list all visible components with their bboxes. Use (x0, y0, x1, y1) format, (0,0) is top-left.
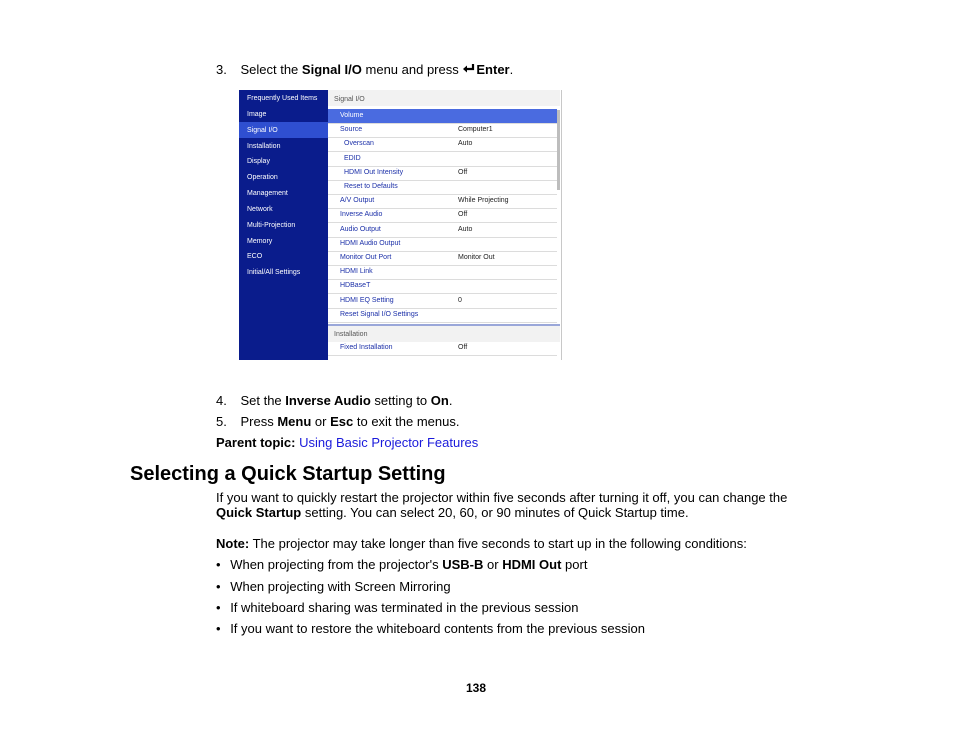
menu-row (328, 152, 557, 167)
projector-menu-screenshot (239, 90, 562, 360)
step-text: Press (240, 414, 274, 429)
menu-row-value: Off (458, 168, 468, 176)
menu-row (328, 180, 557, 195)
menu-left-item: Image (247, 111, 267, 118)
bullet-text: When projecting from the projector's (230, 557, 439, 572)
menu-row (328, 308, 557, 323)
step-text: setting to (374, 393, 428, 408)
menu-row (328, 265, 557, 280)
menu-row (328, 194, 557, 209)
menu-row-label: Reset to Defaults (344, 183, 398, 190)
menu-left-item: Installation (247, 143, 281, 150)
paragraph-line: If you want to quickly restart the projector within five seconds after turning it off, you can change the (216, 490, 788, 505)
paragraph-bold: Quick Startup (216, 505, 302, 520)
menu-left-item: Operation (247, 174, 278, 181)
menu-row-value: Computer1 (458, 126, 493, 134)
bullet-icon: • (216, 557, 221, 572)
bullet-text: or (487, 557, 499, 572)
menu-left-item: Signal I/O (247, 127, 278, 134)
menu-row-value: Auto (458, 225, 473, 233)
note-text: The projector may take longer than five seconds to start up in the following conditions: (252, 536, 747, 551)
scrollbar (557, 110, 560, 190)
step-number: 4. (216, 393, 227, 408)
menu-left-item: Frequently Used Items (247, 95, 318, 102)
menu-row-label: EDID (344, 154, 361, 162)
bullet-bold: USB-B (442, 557, 484, 572)
menu-row-value: Off (458, 344, 468, 351)
step-bold: Esc (330, 414, 354, 429)
menu-right-panel (328, 90, 560, 360)
menu-left-item: Display (247, 158, 270, 165)
menu-row-value: Off (458, 211, 468, 219)
step-text: menu and press (365, 62, 459, 77)
menu-left-item: Network (247, 206, 273, 213)
menu-row-label: HDMI Out Intensity (344, 168, 404, 176)
menu-row-label: Overscan (344, 140, 374, 148)
step-bold: Signal I/O (301, 62, 362, 77)
menu-row (328, 137, 557, 152)
step-4 (216, 393, 452, 408)
menu-row-label: Audio Output (340, 225, 381, 233)
step-3 (216, 62, 513, 77)
note (216, 536, 747, 551)
step-bold: Inverse Audio (285, 393, 371, 408)
step-bold: On (430, 393, 449, 408)
menu-left-item: ECO (247, 253, 263, 260)
punct: . (448, 393, 453, 408)
step-text: or (314, 414, 327, 429)
step-bold: Enter (476, 62, 510, 77)
bullet-item (216, 600, 578, 615)
bullet-item (216, 579, 451, 594)
menu-row (328, 341, 557, 356)
paragraph-text: setting. You can select 20, 60, or 90 minutes of Quick Startup time. (304, 505, 689, 520)
parent-topic-label: Parent topic: (216, 435, 296, 450)
step-text: Set the (240, 393, 282, 408)
menu-left-item: Management (247, 190, 288, 197)
parent-topic (216, 435, 478, 450)
step-bold: Menu (277, 414, 312, 429)
menu-row (328, 251, 557, 266)
step-5 (216, 414, 459, 429)
menu-left-panel (239, 90, 328, 360)
menu-row-label: HDMI Link (340, 268, 373, 276)
bullet-bold: HDMI Out (502, 557, 562, 572)
menu-row-label: HDMI EQ Setting (340, 296, 394, 304)
menu-row-label: Inverse Audio (340, 211, 383, 219)
bullet-item (216, 621, 645, 636)
menu-row (328, 166, 557, 181)
bullet-text: If whiteboard sharing was terminated in the previous session (230, 600, 579, 615)
step-number: 3. (216, 62, 227, 77)
bullet-text: If you want to restore the whiteboard contents from the previous session (230, 621, 645, 636)
menu-row-label: Monitor Out Port (340, 254, 392, 261)
section-header: Installation (334, 331, 368, 338)
step-number: 5. (216, 414, 227, 429)
punct: . (509, 62, 514, 77)
menu-row-value: Monitor Out (458, 254, 495, 261)
enter-icon (462, 63, 476, 75)
menu-row-label: Volume (340, 112, 364, 119)
menu-row (328, 208, 557, 223)
menu-row-value: 0 (458, 296, 462, 304)
step-text: to exit the menus. (356, 414, 460, 429)
menu-row (328, 123, 557, 138)
step-text: Select the (240, 62, 299, 77)
menu-row-label: HDMI Audio Output (340, 239, 401, 247)
bullet-icon: • (216, 621, 221, 636)
menu-row-label: Source (340, 126, 363, 134)
menu-row-label: Fixed Installation (340, 344, 393, 351)
section-header: Signal I/O (334, 96, 365, 103)
section-heading: Selecting a Quick Startup Setting (130, 463, 446, 485)
bullet-text: When projecting with Screen Mirroring (230, 579, 451, 594)
parent-topic-link[interactable]: Using Basic Projector Features (299, 435, 479, 450)
menu-left-item: Memory (247, 238, 273, 245)
menu-row (328, 279, 557, 294)
menu-row-label: HDBaseT (340, 282, 371, 290)
menu-left-item: Initial/All Settings (247, 269, 301, 276)
page-number: 138 (466, 681, 487, 695)
menu-row (328, 109, 557, 124)
bullet-text: port (565, 557, 588, 572)
bullet-icon: • (216, 600, 221, 615)
menu-row-label: Reset Signal I/O Settings (340, 310, 419, 318)
note-label: Note: (216, 536, 250, 551)
menu-left-item: Multi-Projection (247, 222, 296, 229)
menu-row (328, 223, 557, 238)
bullet-item (216, 557, 587, 572)
menu-row-value: Auto (458, 140, 473, 148)
menu-row (328, 237, 557, 252)
paragraph-line (216, 505, 689, 520)
menu-row-value: While Projecting (458, 197, 509, 205)
menu-row (328, 294, 557, 309)
bullet-icon: • (216, 579, 221, 594)
menu-row-label: A/V Output (340, 197, 375, 205)
